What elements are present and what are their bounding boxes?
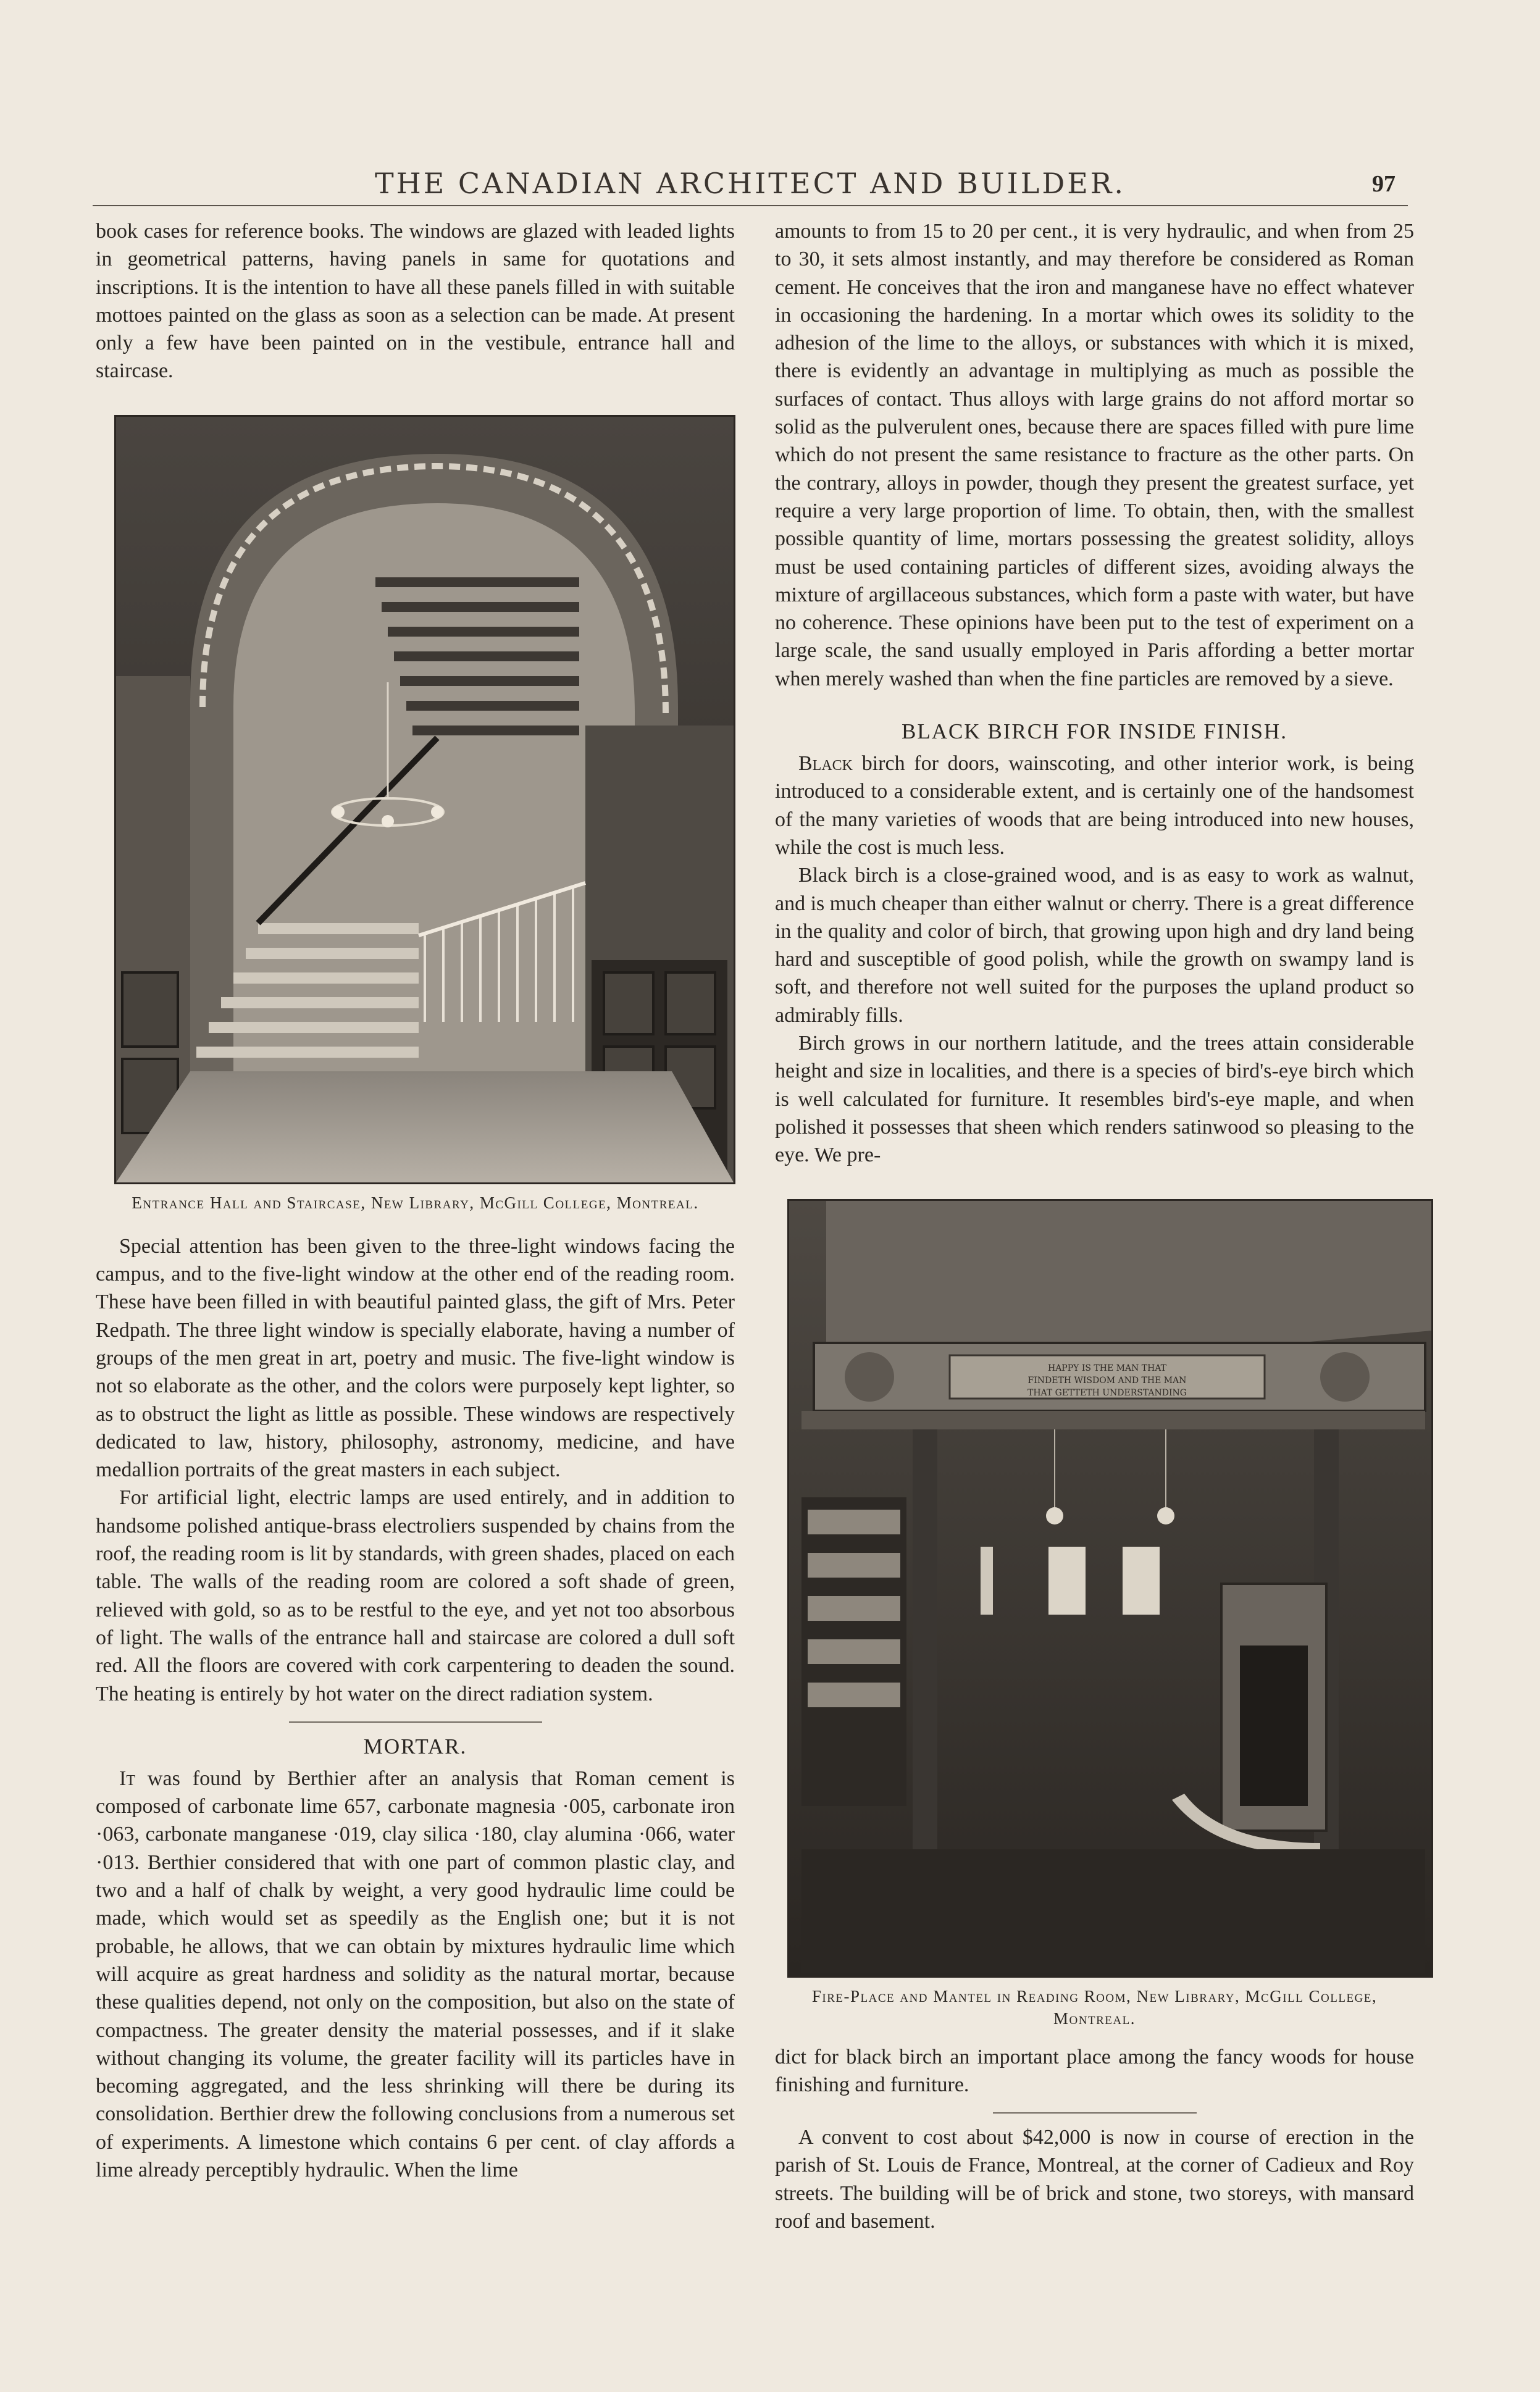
- entrance-hall-illustration: [116, 417, 734, 1182]
- mortar-text: was found by Berthier after an analysis that Roman cement is composed of carbonate lime 657, carbonate magnesia ·005, carbonate iron ·063, carbonate manganese ·019, clay silica ·180, clay alumina ·066, water ·013. Berthier considered that with one part of common plastic clay, and two and a half of chalk by weight, a very good hydraulic lime could be made, which would set as speedily as the English one; but it is not probable, he allows, that we can obtain by mixtures hydraulic lime which will acquire as great hardness and solidity as the natural mortar, because these qualities depend, not only on the composition, but also on the state of compactness. The greater density the material possesses, and if it slake without changing its volume, the greater facility will its particles have in becoming aggregated, and the less shrinking will there be during its consolidation. Berthier drew the following conclusions from a numerous set of experiments. A limestone which contains 6 per cent. of clay affords a lime already perceptibly hydraulic. When the lime: [96, 1767, 735, 2181]
- mantel-inscription-line: FINDETH WISDOM AND THE MAN: [1027, 1375, 1187, 1386]
- black-birch-heading: BLACK BIRCH FOR INSIDE FINISH.: [902, 719, 1287, 744]
- birch-lede: Black: [798, 752, 853, 776]
- mortar-paragraph: [96, 1765, 735, 2184]
- entrance-hall-photo: [114, 415, 735, 1184]
- journal-title: THE CANADIAN ARCHITECT AND BUILDER.: [374, 167, 1126, 200]
- page-number: 97: [1372, 171, 1396, 197]
- birch-text-1: birch for doors, wainscoting, and other interior work, is being introduced to a considerable extent, and is certainly one of the handsomest of the many varieties of woods that are being introduced into new houses, while the cost is much less.: [775, 752, 1414, 859]
- fireplace-mantel-photo: [787, 1199, 1433, 1978]
- birch-paragraph-3: Birch grows in our northern latitude, and the trees attain considerable height and size in localities, and there is a species of bird's-eye birch which is well calculated for furniture. It resembles bird's-eye maple, and when polished it possesses that sheen which renders satinwood so pleasing to the eye. We pre-: [775, 1032, 1414, 1167]
- masthead: [93, 162, 1408, 206]
- mortar-heading: MORTAR.: [363, 1734, 467, 1758]
- fireplace-caption: Fire-Place and Mantel in Reading Room, New Library, McGill College, Montreal.: [811, 1986, 1378, 2028]
- birch-paragraph-1: [775, 750, 1414, 861]
- convent-paragraph: A convent to cost about $42,000 is now in course of erection in the parish of St. Louis de France, Montreal, at the corner of Cadieux and Roy streets. The building will be of brick and stone, two storeys, with mansard roof and basement.: [775, 2126, 1414, 2233]
- mortar-continuation-paragraph: amounts to from 15 to 20 per cent., it is very hydraulic, and when from 25 to 30, it sets almost instantly, and may therefore be considered as Roman cement. He conceives that the iron and manganese have no effect whatever in occasioning the hardening. In a mortar which owes its solidity to the adhesion of the lime to the alloys, or substances with which it is mixed, there is evidently an advantage in multiplying as much as possible the surfaces of contact. Thus alloys with large grains do not afford mortar so solid as the pulverulent ones, because there are spaces filled with pure lime which do not present the same resistance to fracture as the other parts. On the contrary, alloys in powder, though they present the greatest surface, yet require a very large proportion of lime. To obtain, then, with the smallest possible quantity of lime, mortars possessing the greatest solidity, alloys must be used containing particles of different sizes, avoiding always the mixture of argillaceous substances, which form a paste with water, but have no coherence. These opinions have been put to the test of experiment on a large scale, the sand usually employed in Paris affording a better mortar when merely washed than when the fine particles are removed by a sieve.: [775, 220, 1414, 690]
- birch-paragraph-4: dict for black birch an important place among the fancy woods for house finishing and furniture.: [775, 2045, 1414, 2096]
- entrance-hall-caption: Entrance Hall and Staircase, New Library, McGill College, Montreal.: [132, 1193, 699, 1212]
- right-column: [775, 217, 1414, 2235]
- mantel-inscription-line: THAT GETTETH UNDERSTANDING: [1027, 1387, 1187, 1398]
- artificial-light-paragraph: For artificial light, electric lamps are used entirely, and in addition to handsome polished antique-brass electroliers suspended by chains from the roof, the reading room is lit by standards, with green shades, placed on each table. The walls of the reading room are colored a soft shade of green, relieved with gold, so as to be restful to the eye, and yet not too absorbous of light. The walls of the entrance hall and staircase are colored a dull soft red. All the floors are covered with cork carpentering to deaden the sound. The heating is entirely by hot water on the direct radiation system.: [96, 1486, 735, 1705]
- mortar-lede: It: [119, 1767, 135, 1790]
- windows-paragraph: Special attention has been given to the three-light windows facing the campus, and to the five-light window at the other end of the reading room. These have been filled in with beautiful painted glass, the gift of Mrs. Peter Redpath. The three light window is specially elaborate, having a number of groups of the men great in art, poetry and music. The five-light window is not so elaborate as the other, and the colors were purposely kept lighter, so as to obstruct the light as little as possible. These windows are respectively dedicated to law, history, philosophy, astronomy, medicine, and have medallion portraits of the great masters in each subject.: [96, 1234, 735, 1482]
- left-column: [96, 217, 735, 2184]
- birch-paragraph-2: Black birch is a close-grained wood, and is as easy to work as walnut, and is much cheaper than either walnut or cherry. There is a great difference in the quality and color of birch, that growing upon high and dry land being hard and susceptible of good polish, while the growth on swampy land is soft, and therefore not well suited for the purposes the upland product so admirably fills.: [775, 864, 1414, 1027]
- library-intro-paragraph: book cases for reference books. The windows are glazed with leaded lights in geometrical patterns, having panels in same for quotations and inscriptions. It is the intention to have all these panels filled in with suitable mottoes painted on the glass as soon as a selection can be made. At present only a few have been painted on in the vestibule, entrance hall and staircase.: [96, 220, 735, 383]
- mantel-inscription-line: HAPPY IS THE MAN THAT: [1047, 1363, 1167, 1373]
- section-rule: [289, 1721, 542, 1723]
- section-rule: [993, 2112, 1197, 2114]
- fireplace-mantel-illustration: [789, 1201, 1431, 1976]
